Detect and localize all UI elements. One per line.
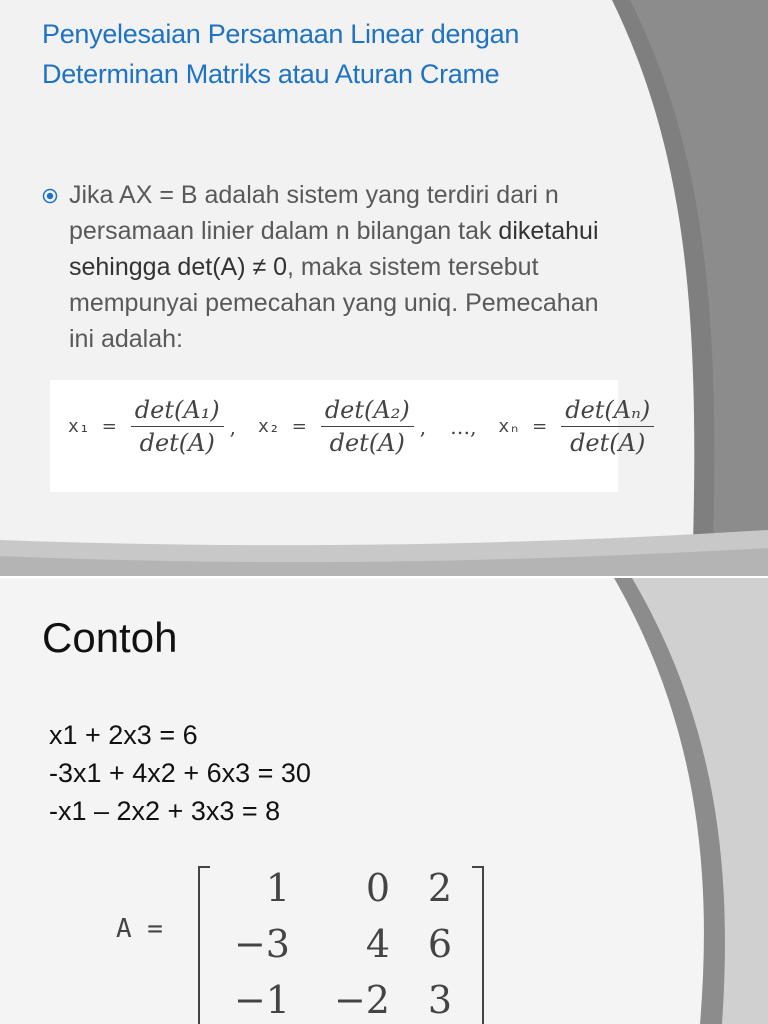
matrix-cell-r1c3: 2 [427,866,452,910]
matrix-cell-r2c2: 4 [365,922,390,966]
formula-eq-2: = [291,416,307,437]
formula-frac-n [561,396,654,457]
formula-den-1: det(A) [139,429,215,457]
cramer-formula-image [50,380,651,492]
left-bracket [198,866,210,1024]
equation-1: x1 + 2x3 = 6 [49,720,198,750]
matrix-cell-r1c2: 0 [365,866,390,910]
bullet-text-c: (A) ≠ 0 [212,253,288,281]
bullet-text-d: , maka sistem tersebut mempunyai pemecahan yang uniq. Pemecahan ini adalah: [69,253,599,353]
matrix-a [100,862,500,1024]
formula-den-n: det(A) [570,429,646,457]
bullet-text-b: diketahui sehingga det [69,217,599,281]
formula-xn: xₙ [498,416,521,437]
formula-comma-2: , [419,414,427,439]
equation-2: -3x1 + 4x2 + 6x3 = 30 [49,758,311,788]
matrix-cell-r1c1: 1 [265,866,290,910]
equation-list [49,716,311,830]
slide-2-title: Contoh [42,614,178,661]
matrix-cell-r2c1: −3 [233,922,290,966]
equation-3: -x1 – 2x2 + 3x3 = 8 [49,796,281,826]
formula-ellipsis: …, [450,414,477,439]
matrix-cell-r3c2: −2 [333,978,390,1022]
formula-num-n: det(Aₙ) [561,396,654,427]
formula-num-2: det(A₂) [321,396,414,427]
formula-eq-n: = [532,416,548,437]
formula-x2: x₂ [258,416,280,437]
matrix-cell-r3c1: −1 [233,978,290,1022]
formula-x1: x₁ [68,416,90,437]
formula-frac-2 [321,396,414,457]
matrix-cell-r3c3: 3 [427,978,452,1022]
bullet-text-a: Jika AX = B adalah sistem yang terdiri dari n persamaan linier dalam n bilangan tak [69,181,559,245]
cramer-formula [68,396,658,457]
bullet-icon [42,188,58,204]
matrix-label: A = [116,914,163,944]
bullet-text [69,177,629,357]
formula-comma-1: , [229,414,237,439]
formula-num-1: det(A₁) [131,396,224,427]
formula-frac-1 [131,396,224,457]
formula-eq-1: = [101,416,117,437]
formula-den-2: det(A) [329,429,405,457]
slide-2 [0,578,768,1024]
matrix-cell-r2c3: 6 [427,922,452,966]
right-bracket [472,866,484,1024]
slide-1-title: Penyelesaian Persamaan Linear dengan Determinan Matriks atau Aturan Crame [42,19,520,89]
